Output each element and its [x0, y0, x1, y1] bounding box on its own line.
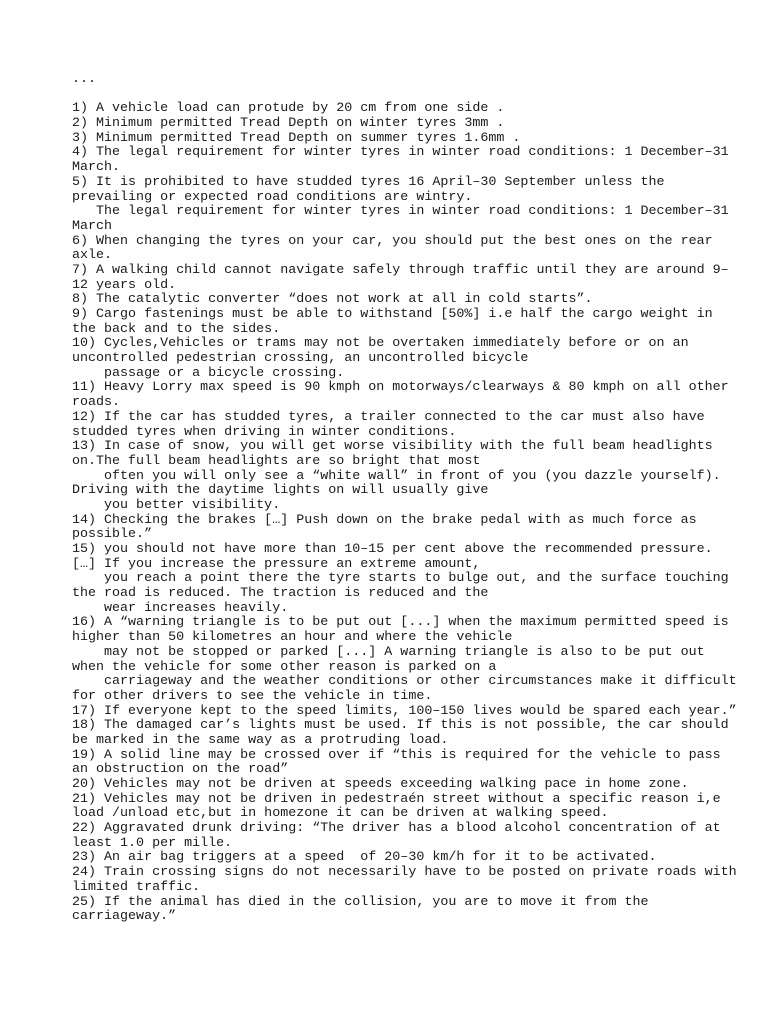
text-line: higher than 50 kilometres an hour and where the vehicle: [72, 630, 513, 646]
text-line: possible.”: [72, 527, 153, 543]
text-line: studded tyres when driving in winter conditions.: [72, 424, 457, 440]
text-line: least 1.0 per mille.: [72, 835, 233, 851]
text-line: 17) If everyone kept to the speed limits, 100–150 lives would be spared each year.”: [72, 703, 737, 719]
text-line: March.: [72, 160, 121, 176]
text-line: be marked in the same way as a protruding load.: [72, 732, 449, 748]
text-line: the back and to the sides.: [72, 321, 281, 337]
text-line: 12 years old.: [72, 277, 177, 293]
text-line: uncontrolled pedestrian crossing, an uncontrolled bicycle: [72, 351, 529, 367]
text-line: [72, 88, 732, 103]
text-line: 23) An air bag triggers at a speed of 20–30 km/h for it to be activated.: [72, 850, 657, 866]
text-line: 11) Heavy Lorry max speed is 90 kmph on motorways/clearways & 80 kmph on all other: [72, 380, 729, 396]
text-line: 24) Train crossing signs do not necessarily have to be posted on private roads with: [72, 865, 737, 881]
text-line: The legal requirement for winter tyres in winter road conditions: 1 December–31: [72, 204, 729, 220]
text-line: Driving with the daytime lights on will usually give: [72, 483, 489, 499]
text-line: 15) you should not have more than 10–15 per cent above the recommended pressure.: [72, 542, 713, 557]
text-line: often you will only see a “white wall” in front of you (you dazzle yourself).: [72, 468, 721, 484]
text-line: 21) Vehicles may not be driven in pedestraén street without a specific reason i,e: [72, 791, 721, 807]
text-line: 22) Aggravated drunk driving: “The driver has a blood alcohol concentration of at: [72, 821, 721, 837]
text-line: 2) Minimum permitted Tread Depth on winter tyres 3mm .: [72, 116, 505, 132]
text-line: 25) If the animal has died in the collision, you are to move it from the: [72, 894, 649, 910]
text-line: 9) Cargo fastenings must be able to withstand [50%] i.e half the cargo weight in: [72, 307, 713, 322]
text-line: may not be stopped or parked [...] A warning triangle is also to be put out: [72, 644, 705, 660]
text-line: carriageway and the weather conditions or other circumstances make it difficult: [72, 674, 737, 690]
text-line: 19) A solid line may be crossed over if “this is required for the vehicle to pass: [72, 747, 721, 763]
text-line: 5) It is prohibited to have studded tyres 16 April–30 September unless the: [72, 174, 665, 190]
text-line: you reach a point there the tyre starts to bulge out, and the surface touching: [72, 571, 729, 587]
text-line: 1) A vehicle load can protude by 20 cm from one side .: [72, 101, 505, 117]
text-line: 3) Minimum permitted Tread Depth on summer tyres 1.6mm .: [72, 130, 521, 146]
text-line: 13) In case of snow, you will get worse visibility with the full beam headlights: [72, 439, 713, 455]
text-line: 14) Checking the brakes […] Push down on the brake pedal with as much force as: [72, 512, 697, 528]
text-line: passage or a bicycle crossing.: [72, 365, 345, 381]
text-line: when the vehicle for some other reason is parked on a: [72, 659, 497, 675]
text-line: March: [72, 218, 113, 234]
text-line: 4) The legal requirement for winter tyres in winter road conditions: 1 December–31: [72, 145, 729, 161]
text-line: you better visibility.: [72, 497, 281, 513]
text-line: on.The full beam headlights are so bright that most: [72, 453, 481, 469]
text-line: the road is reduced. The traction is reduced and the: [72, 586, 489, 602]
text-line: wear increases heavily.: [72, 600, 289, 616]
text-line: 16) A “warning triangle is to be put out [...] when the maximum permitted speed is: [72, 615, 729, 631]
text-line: roads.: [72, 395, 121, 411]
document-text: [72, 72, 737, 925]
text-line: axle.: [72, 248, 113, 264]
text-line: 18) The damaged car’s lights must be used. If this is not possible, the car should: [72, 718, 729, 734]
text-line: for other drivers to see the vehicle in time.: [72, 688, 433, 704]
text-line: 10) Cycles,Vehicles or trams may not be overtaken immediately before or on an: [72, 336, 689, 352]
text-line: prevailing or expected road conditions are wintry.: [72, 189, 473, 205]
text-line: 7) A walking child cannot navigate safely through traffic until they are around 9–: [72, 262, 729, 278]
text-line: […] If you increase the pressure an extreme amount,: [72, 556, 481, 572]
text-line: ...: [72, 72, 97, 87]
text-line: 12) If the car has studded tyres, a trailer connected to the car must also have: [72, 409, 705, 425]
text-line: 6) When changing the tyres on your car, you should put the best ones on the rear: [72, 233, 713, 249]
text-line: 20) Vehicles may not be driven at speeds exceeding walking pace in home zone.: [72, 777, 689, 792]
text-line: carriageway.”: [72, 909, 177, 925]
text-line: load /unload etc,but in homezone it can be driven at walking speed.: [72, 806, 609, 822]
text-line: limited traffic.: [72, 879, 201, 895]
text-line: an obstruction on the road”: [72, 762, 289, 778]
text-line: 8) The catalytic converter “does not work at all in cold starts”.: [72, 292, 593, 308]
